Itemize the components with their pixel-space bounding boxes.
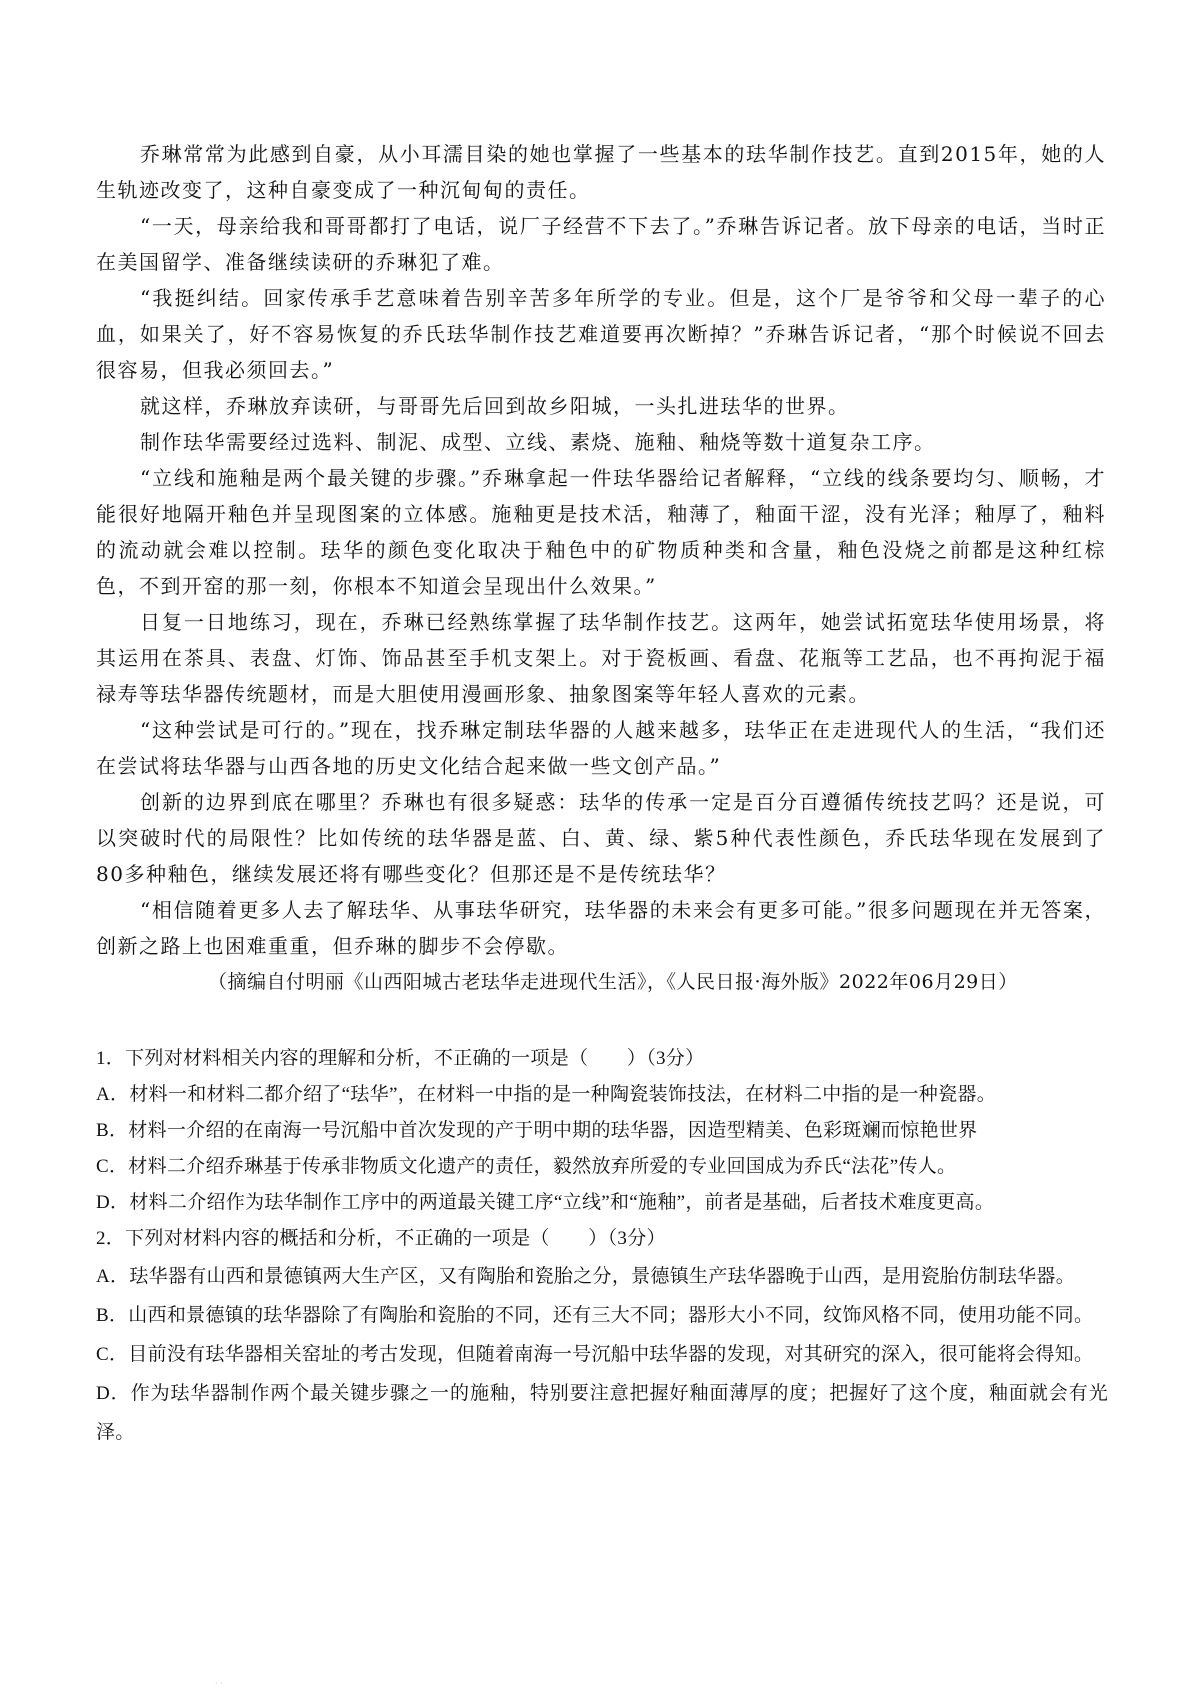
option-b: B．山西和景德镇的珐华器除了有陶胎和瓷胎的不同，还有三大不同；器形大小不同，纹饰风格不同，使用功能不同。 [96, 1305, 1094, 1326]
article-paragraph: “立线和施釉是两个最关键的步骤。”乔琳拿起一件珐华器给记者解释，“立线的线条要均匀、顺畅，才能很好地隔开釉色并呈现图案的立体感。施釉更是技术活，釉薄了，釉面干涩，没有光泽；釉厚了，釉料的流动就会难以控制。珐华的颜色变化取决于釉色中的矿物质种类和含量，釉色没烧之前都是这种红棕色，不到开窑的那一刻，你根本不知道会呈现出什么效果。” [96, 466, 1106, 598]
article-paragraph: 日复一日地练习，现在，乔琳已经熟练掌握了珐华制作技艺。这两年，她尝试拓宽珐华使用场景，将其运用在茶具、表盘、灯饰、饰品甚至手机支架上。对于瓷板画、看盘、花瓶等工艺品，也不再拘泥于福禄寿等珐华器传统题材，而是大胆使用漫画形象、抽象图案等年轻人喜欢的元素。 [96, 610, 1106, 706]
option-c: C．材料二介绍乔琳基于传承非物质文化遗产的责任，毅然放弃所爱的专业回国成为乔氏“法花”传人。 [96, 1156, 957, 1177]
option-b: B．材料一介绍的在南海一号沉船中首次发现的产于明中期的珐华器，因造型精美、色彩斑斓而惊艳世界 [96, 1120, 978, 1141]
option-d: D．材料二介绍作为珐华制作工序中的两道最关键工序“立线”和“施釉”，前者是基础，后者技术难度更高。 [96, 1192, 995, 1213]
question-stem: 2．下列对材料内容的概括和分析，不正确的一项是（ ）（3分） [96, 1228, 666, 1249]
option-a: A．珐华器有山西和景德镇两大生产区，又有陶胎和瓷胎之分，景德镇生产珐华器晚于山西，是用瓷胎仿制珐华器。 [96, 1266, 1076, 1287]
article-paragraph: “这种尝试是可行的。”现在，找乔琳定制珐华器的人越来越多，珐华正在走进现代人的生活，“我们还在尝试将珐华器与山西各地的历史文化结合起来做一些文创产品。” [96, 718, 1106, 778]
article-paragraph: “相信随着更多人去了解珐华、从事珐华研究，珐华器的未来会有更多可能。”很多问题现在并无答案，创新之路上也困难重重，但乔琳的脚步不会停歇。 [96, 898, 1106, 958]
reading-article [96, 136, 1106, 1000]
article-paragraph: 乔琳常常为此感到自豪，从小耳濡目染的她也掌握了一些基本的珐华制作技艺。直到2015年，她的人生轨迹改变了，这种自豪变成了一种沉甸甸的责任。 [96, 142, 1106, 202]
article-source-citation: （摘编自付明丽《山西阳城古老珐华走进现代生活》，《人民日报·海外版》2022年06月29日） [208, 971, 1018, 993]
article-paragraph: “我挺纠结。回家传承手艺意味着告别辛苦多年所学的专业。但是，这个厂是爷爷和父母一辈子的心血，如果关了，好不容易恢复的乔氏珐华制作技艺难道要再次断掉？”乔琳告诉记者，“那个时候说不回去很容易，但我必须回去。” [96, 286, 1106, 382]
article-paragraph: 制作珐华需要经过选料、制泥、成型、立线、素烧、施釉、釉烧等数十道复杂工序。 [140, 430, 936, 454]
option-c: C．目前没有珐华器相关窑址的考古发现，但随着南海一号沉船中珐华器的发现，对其研究的深入，很可能将会得知。 [96, 1344, 1094, 1365]
question-1 [96, 1041, 1108, 1221]
article-paragraph: 创新的边界到底在哪里？乔琳也有很多疑惑：珐华的传承一定是百分百遵循传统技艺吗？还是说，可以突破时代的局限性？比如传统的珐华器是蓝、白、黄、绿、紫5种代表性颜色，乔氏珐华现在发展到了80多种釉色，继续发展还将有哪些变化？但那还是不是传统珐华？ [96, 790, 1106, 886]
article-paragraph: 就这样，乔琳放弃读研，与哥哥先后回到故乡阳城，一头扎进珐华的世界。 [140, 394, 850, 418]
footer-dot-mark: · · [215, 1679, 223, 1688]
option-d: D．作为珐华器制作两个最关键步骤之一的施釉，特别要注意把握好釉面薄厚的度；把握好了这个度，釉面就会有光泽。 [96, 1383, 1108, 1443]
question-stem: 1．下列对材料相关内容的理解和分析，不正确的一项是（ ）（3分） [96, 1048, 705, 1069]
question-2 [96, 1221, 1108, 1452]
question-section [96, 1041, 1108, 1452]
option-a: A．材料一和材料二都介绍了“珐华”，在材料一中指的是一种陶瓷装饰技法，在材料二中指的是一种瓷器。 [96, 1084, 996, 1105]
article-paragraph: “一天，母亲给我和哥哥都打了电话，说厂子经营不下去了。”乔琳告诉记者。放下母亲的电话，当时正在美国留学、准备继续读研的乔琳犯了难。 [96, 214, 1106, 274]
